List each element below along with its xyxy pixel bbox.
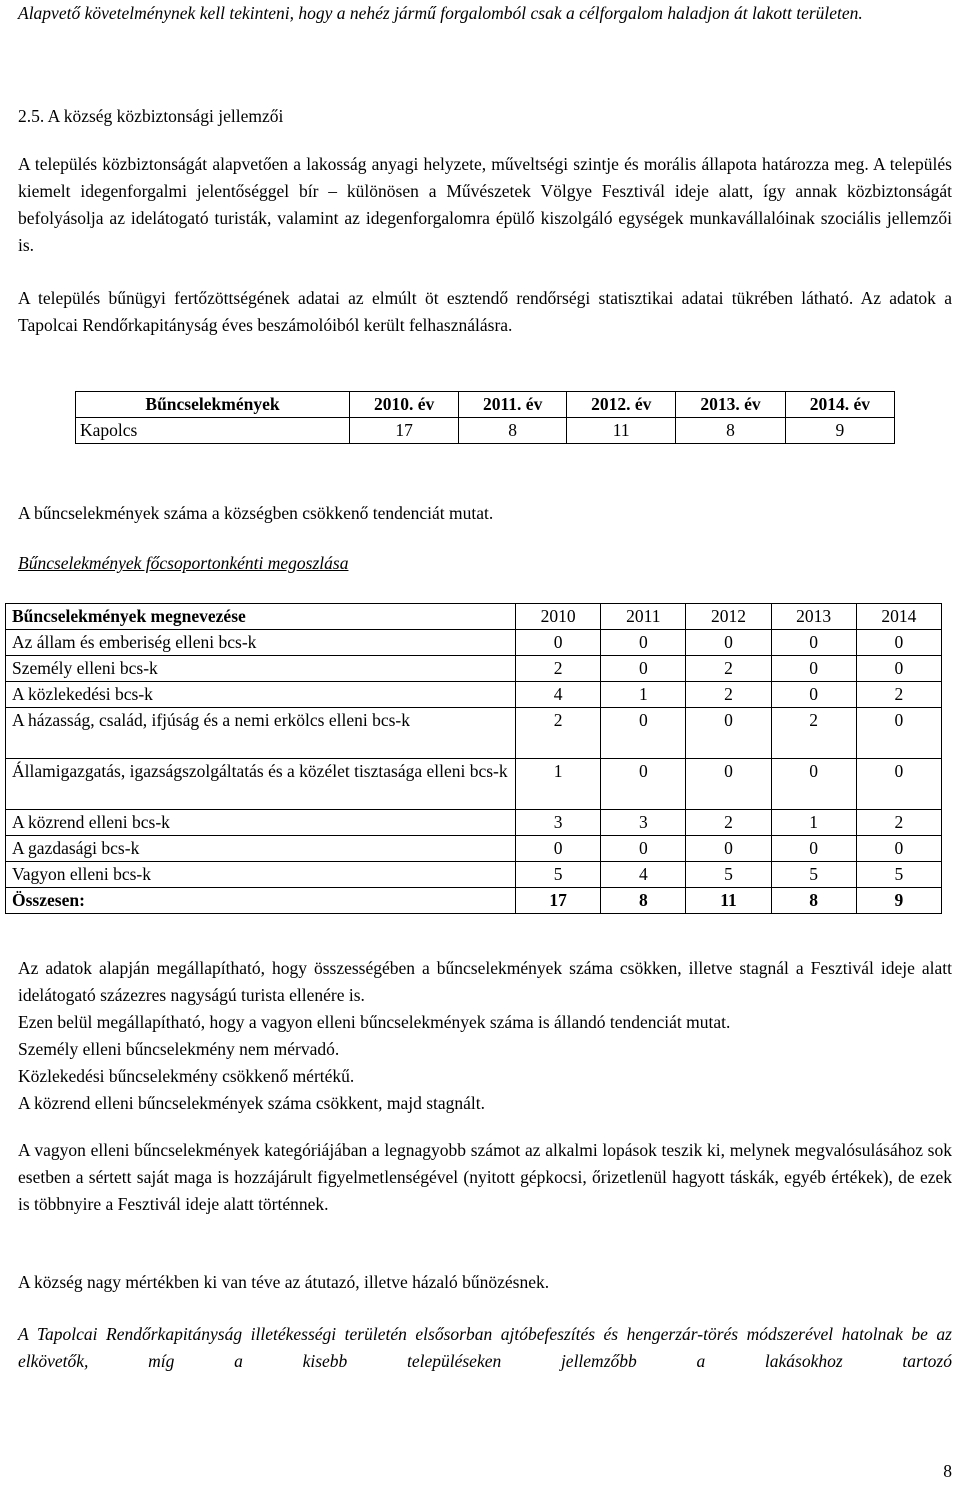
table-header-row (76, 392, 895, 418)
public-order-line: A közrend elleni bűncselekmények száma csökkent, majd stagnált. (18, 1093, 486, 1113)
table-cell: 0 (771, 656, 856, 682)
table-cell: 1 (516, 759, 601, 810)
table-cell: 0 (516, 836, 601, 862)
table-cell: 1 (601, 682, 686, 708)
table-cell: Összesen: (6, 888, 516, 914)
conclusion-paragraph: Az adatok alapján megállapítható, hogy összességében a bűncselekmények száma csökken, illetve stagnál a Fesztivál ideje alatt idelátogató százezres nagyságú turista ellenére is. (18, 958, 952, 1005)
table-cell: 0 (771, 759, 856, 810)
table-cell: 17 (516, 888, 601, 914)
table-cell: 3 (516, 810, 601, 836)
transit-crime-paragraph: A község nagy mértékben ki van téve az átutazó, illetve házaló bűnözésnek. (18, 1272, 550, 1292)
table-cell: 3 (601, 810, 686, 836)
table-cell: 0 (771, 682, 856, 708)
table-cell: Kapolcs (76, 418, 350, 444)
security-paragraph: A település közbiztonságát alapvetően a lakosság anyagi helyzete, műveltségi szintje és morális állapota határozza meg. A település kiemelt idegenforgalmi jelentőséggel bír – különösen a Művészetek Völgye Fesztivál ideje alatt, így annak közbiztonságát befolyásolja az idelátogató turisták, valamint az idegenforgalomra épülő kiszolgáló egységek munkavállalóinak szociális jellemzői is. (18, 154, 952, 255)
page-number: 8 (943, 1461, 952, 1481)
table-cell: 11 (686, 888, 771, 914)
table-cell: 0 (601, 656, 686, 682)
table-cell: 8 (459, 418, 567, 444)
table-header-cell: 2013. év (676, 392, 785, 418)
table-cell: 5 (516, 862, 601, 888)
table-cell: 11 (567, 418, 676, 444)
table-cell: 0 (686, 759, 771, 810)
table-header-cell: 2010 (516, 604, 601, 630)
table-cell: 0 (686, 708, 771, 759)
table-row (6, 630, 942, 656)
table-cell: 0 (856, 836, 941, 862)
closing-paragraph: A Tapolcai Rendőrkapitányság illetékességi területén elsősorban ajtóbefeszítés és hengerzár-törés módszerével hatolnak be az elkövetők, míg a kisebb településeken jellemzőbb a lakásokhoz tartozó (18, 1324, 952, 1371)
conclusion-block (18, 955, 952, 1117)
table-cell: A házasság, család, ifjúság és a nemi erkölcs elleni bcs-k (6, 708, 516, 759)
table-header-cell: 2014 (856, 604, 941, 630)
section-heading: 2.5. A község közbiztonsági jellemzői (18, 106, 284, 126)
table-row (6, 656, 942, 682)
table-cell: 0 (856, 759, 941, 810)
table-cell: 5 (771, 862, 856, 888)
table-cell: 8 (601, 888, 686, 914)
table-cell: 0 (856, 656, 941, 682)
table-cell: 4 (601, 862, 686, 888)
table-cell: 0 (771, 630, 856, 656)
table-header-cell: 2012. év (567, 392, 676, 418)
table-cell: 2 (771, 708, 856, 759)
crime-yearly-table (75, 391, 895, 444)
table-row (6, 810, 942, 836)
table-cell: 9 (856, 888, 941, 914)
table-row (6, 862, 942, 888)
table-header-cell: Bűncselekmények (76, 392, 350, 418)
table-cell: 0 (686, 630, 771, 656)
table-cell: 0 (856, 630, 941, 656)
table-cell: 0 (686, 836, 771, 862)
table-cell: Vagyon elleni bcs-k (6, 862, 516, 888)
table-header-cell: 2011 (601, 604, 686, 630)
table-cell: 2 (516, 656, 601, 682)
table-cell: 1 (771, 810, 856, 836)
person-crime-line: Személy elleni bűncselekmény nem mérvadó. (18, 1039, 340, 1059)
table-cell: 0 (601, 836, 686, 862)
table-row (76, 418, 895, 444)
table-header-cell: 2011. év (459, 392, 567, 418)
table-cell: 5 (856, 862, 941, 888)
table-cell: A gazdasági bcs-k (6, 836, 516, 862)
table-cell: 8 (771, 888, 856, 914)
table-header-cell: Bűncselekmények megnevezése (6, 604, 516, 630)
table-cell: 8 (676, 418, 785, 444)
table-header-cell: 2012 (686, 604, 771, 630)
statistics-paragraph: A település bűnügyi fertőzöttségének adatai az elmúlt öt esztendő rendőrségi statisztikai adatai tükrében látható. Az adatok a Tapolcai Rendőrkapitányság éves beszámolóiból került felhasználásra. (18, 288, 952, 335)
table-cell: 0 (771, 836, 856, 862)
theft-paragraph: A vagyon elleni bűncselekmények kategóriájában a legnagyobb számot az alkalmi lopások teszik ki, melynek megvalósulásához sok esetben a sértett saját maga is hozzájárult figyelmetlenségével (nyitott gépkocsi, őrizetlenül hagyott táskák, egyéb értékek), de ezek is többnyire a Fesztivál ideje alatt történnek. (18, 1140, 952, 1214)
crime-category-table (5, 603, 942, 914)
table-cell: 0 (601, 759, 686, 810)
table-header-cell: 2013 (771, 604, 856, 630)
table-cell: Államigazgatás, igazságszolgáltatás és a közélet tisztasága elleni bcs-k (6, 759, 516, 810)
table-cell: 5 (686, 862, 771, 888)
trend-paragraph: A bűncselekmények száma a községben csökkenő tendenciát mutat. (18, 503, 494, 523)
table-cell: 9 (785, 418, 894, 444)
table-cell: 2 (856, 810, 941, 836)
traffic-crime-line: Közlekedési bűncselekmény csökkenő mértékű. (18, 1066, 355, 1086)
table-row (6, 682, 942, 708)
table-cell: 4 (516, 682, 601, 708)
table-cell: 2 (686, 682, 771, 708)
property-crime-line: Ezen belül megállapítható, hogy a vagyon elleni bűncselekmények száma is állandó tendenciát mutat. (18, 1012, 731, 1032)
table-header-cell: 2014. év (785, 392, 894, 418)
table-cell: 0 (516, 630, 601, 656)
table-cell: A közlekedési bcs-k (6, 682, 516, 708)
table-cell: A közrend elleni bcs-k (6, 810, 516, 836)
table-row (6, 836, 942, 862)
table-cell: 0 (601, 630, 686, 656)
table-cell: 2 (856, 682, 941, 708)
table-cell: Az állam és emberiség elleni bcs-k (6, 630, 516, 656)
table-cell: 2 (686, 810, 771, 836)
table-cell: 2 (516, 708, 601, 759)
table-cell: 0 (856, 708, 941, 759)
table-header-cell: 2010. év (350, 392, 459, 418)
subheading: Bűncselekmények főcsoportonkénti megoszlása (18, 553, 349, 573)
table-cell: 17 (350, 418, 459, 444)
table-cell: Személy elleni bcs-k (6, 656, 516, 682)
table-row (6, 708, 942, 759)
table-total-row (6, 888, 942, 914)
table-cell: 2 (686, 656, 771, 682)
table-row (6, 759, 942, 810)
intro-paragraph: Alapvető követelménynek kell tekinteni, hogy a nehéz jármű forgalomból csak a célforgalom haladjon át lakott területen. (18, 3, 863, 23)
table-header-row (6, 604, 942, 630)
table-cell: 0 (601, 708, 686, 759)
